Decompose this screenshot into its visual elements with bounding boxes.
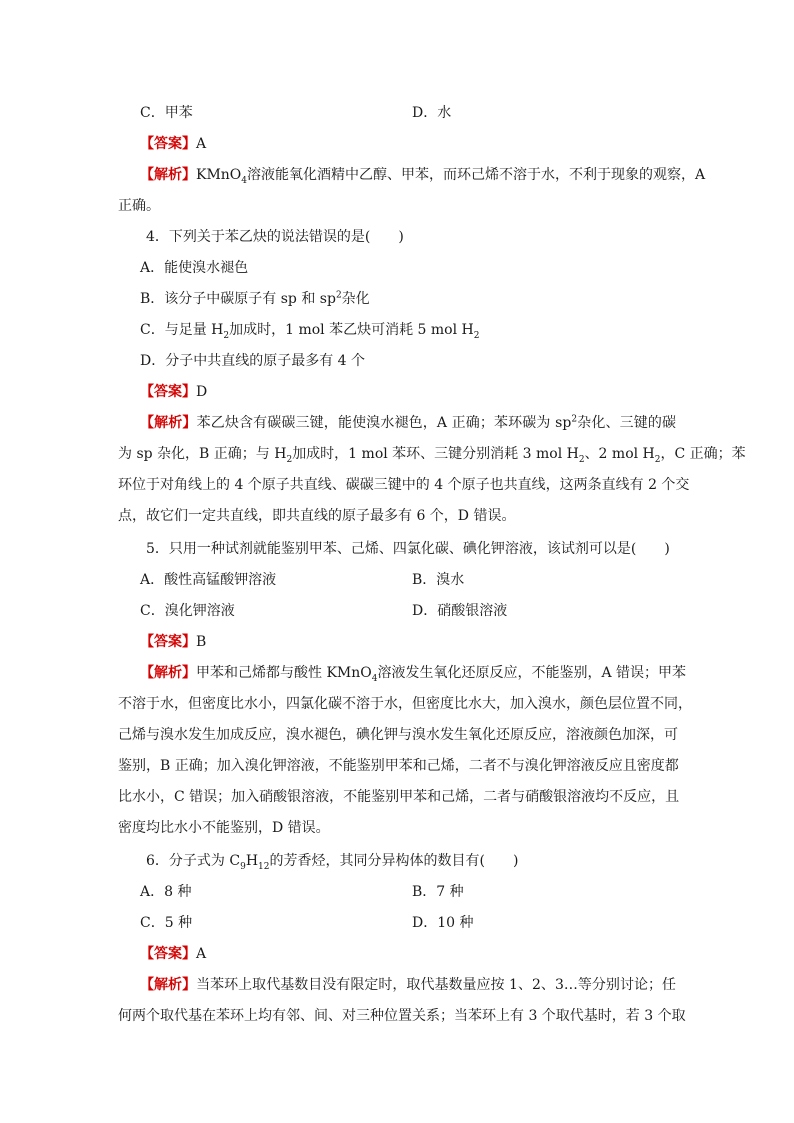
text: B．该分子中碳原子有 sp 和 sp	[140, 291, 336, 307]
text: H	[245, 853, 259, 869]
answer-tag: 【答案】	[140, 384, 196, 400]
text: C．与足量 H	[140, 322, 224, 338]
subscript: 9	[240, 861, 246, 872]
text: 杂化	[341, 291, 370, 307]
text: 杂化、三键的碳	[577, 415, 677, 431]
q6-option-d: D．10 种	[412, 915, 474, 931]
subscript: 4	[371, 673, 378, 684]
answer-tag: 【答案】	[140, 946, 196, 962]
text: 加成时，1 mol 苯乙炔可消耗 5 mol H	[229, 322, 474, 338]
analysis-tag: 【解析】	[140, 665, 196, 681]
analysis-tag: 【解析】	[140, 977, 197, 993]
q5-analysis-line3: 己烯与溴水发生加成反应，溴水褪色，碘化钾与溴水发生氧化还原反应，溶液颜色加深，可	[118, 727, 678, 743]
q3-answer	[140, 134, 206, 154]
answer-value: D	[196, 384, 208, 400]
q4-option-a: A．能使溴水褪色	[140, 260, 249, 276]
q5-answer	[140, 632, 206, 652]
q5-analysis-line1	[140, 663, 687, 684]
q4-analysis-line4: 点，故它们一定共直线，即共直线的原子最多有 6 个，D 错误。	[118, 508, 516, 524]
q5-stem: 5．只用一种试剂就能鉴别甲苯、己烯、四氯化碳、碘化钾溶液，该试剂可以是( )	[146, 541, 670, 557]
q4-analysis-line1	[140, 413, 676, 433]
text: 当苯环上取代基数目没有限定时，取代基数量应按 1、2、3…等分别讨论；任	[196, 977, 677, 993]
text: 为 sp 杂化，B 正确；与 H	[118, 446, 287, 462]
text: 甲苯和己烯都与酸性 KMnO	[196, 665, 372, 681]
q4-analysis-line3: 环位于对角线上的 4 个原子共直线、碳碳三键中的 4 个原子也共直线，这两条直线有 2 个交	[118, 477, 690, 493]
q3-analysis-line2: 正确。	[118, 198, 160, 214]
q4-answer	[140, 382, 207, 402]
superscript: 2	[571, 414, 578, 425]
q5-option-b: B．溴水	[412, 572, 465, 588]
text: KMnO	[196, 167, 242, 183]
q4-option-c	[140, 320, 479, 340]
q5-analysis-line2: 不溶于水，但密度比水小，四氯化碳不溶于水，但密度比水大，加入溴水，颜色层位置不同，	[118, 696, 692, 712]
q5-analysis-line5: 比水小，C 错误；加入硝酸银溶液，不能鉴别甲苯和己烯，二者与硝酸银溶液均不反应，且	[118, 789, 680, 805]
q6-option-c: C．5 种	[140, 915, 193, 931]
answer-value: A	[196, 136, 207, 152]
answer-tag: 【答案】	[140, 634, 196, 650]
q5-option-a: A．酸性高锰酸钾溶液	[140, 572, 277, 588]
q5-analysis-line4: 鉴别，B 正确；加入溴化钾溶液，不能鉴别甲苯和己烯，二者不与溴化钾溶液反应且密度都	[118, 758, 679, 774]
q6-analysis-line1	[140, 975, 676, 995]
answer-value: B	[196, 634, 207, 650]
text: 溶液发生氧化还原反应，不能鉴别，A 错误；甲苯	[377, 665, 687, 681]
q3-option-c: C．甲苯	[140, 105, 193, 121]
q3-option-d: D．水	[412, 105, 452, 121]
q5-option-c: C．溴化钾溶液	[140, 603, 235, 619]
q6-option-a: A．8 种	[140, 884, 192, 900]
text: 6．分子式为 C	[146, 853, 241, 869]
q4-option-b	[140, 289, 370, 309]
q6-option-b: B．7 种	[412, 884, 464, 900]
text: 溶液能氧化酒精中乙醇、甲苯，而环己烯不溶于水，不利于现象的观察，A	[247, 167, 706, 183]
q3-analysis-line1	[140, 165, 706, 186]
q4-analysis-line2	[118, 444, 746, 465]
q6-stem	[146, 851, 518, 871]
text: 、2 mol H	[584, 446, 655, 462]
text: 的芳香烃，其同分异构体的数目有( )	[269, 853, 519, 869]
subscript: 2	[223, 330, 230, 341]
subscript: 12	[258, 861, 270, 872]
q5-analysis-line6: 密度均比水小不能鉴别，D 错误。	[118, 820, 330, 836]
text: 加成时，1 mol 苯环、三键分别消耗 3 mol H	[292, 446, 579, 462]
text: ，C 正确；苯	[660, 446, 746, 462]
subscript: 2	[473, 330, 480, 341]
analysis-tag: 【解析】	[140, 167, 196, 183]
analysis-tag: 【解析】	[140, 415, 197, 431]
superscript: 2	[335, 290, 342, 301]
q6-answer	[140, 944, 206, 964]
q4-stem: 4．下列关于苯乙炔的说法错误的是( )	[146, 229, 404, 245]
subscript: 2	[578, 454, 585, 465]
answer-value: A	[196, 946, 207, 962]
subscript: 2	[654, 454, 661, 465]
subscript: 2	[286, 454, 293, 465]
q6-analysis-line2: 何两个取代基在苯环上均有邻、间、对三种位置关系；当苯环上有 3 个取代基时，若 3 个取	[118, 1008, 686, 1024]
q5-option-d: D．硝酸银溶液	[412, 603, 508, 619]
subscript: 4	[241, 175, 248, 186]
text: 苯乙炔含有碳碳三键，能使溴水褪色，A 正确；苯环碳为 sp	[196, 415, 572, 431]
q4-option-d: D．分子中共直线的原子最多有 4 个	[140, 353, 366, 369]
answer-tag: 【答案】	[140, 136, 196, 152]
